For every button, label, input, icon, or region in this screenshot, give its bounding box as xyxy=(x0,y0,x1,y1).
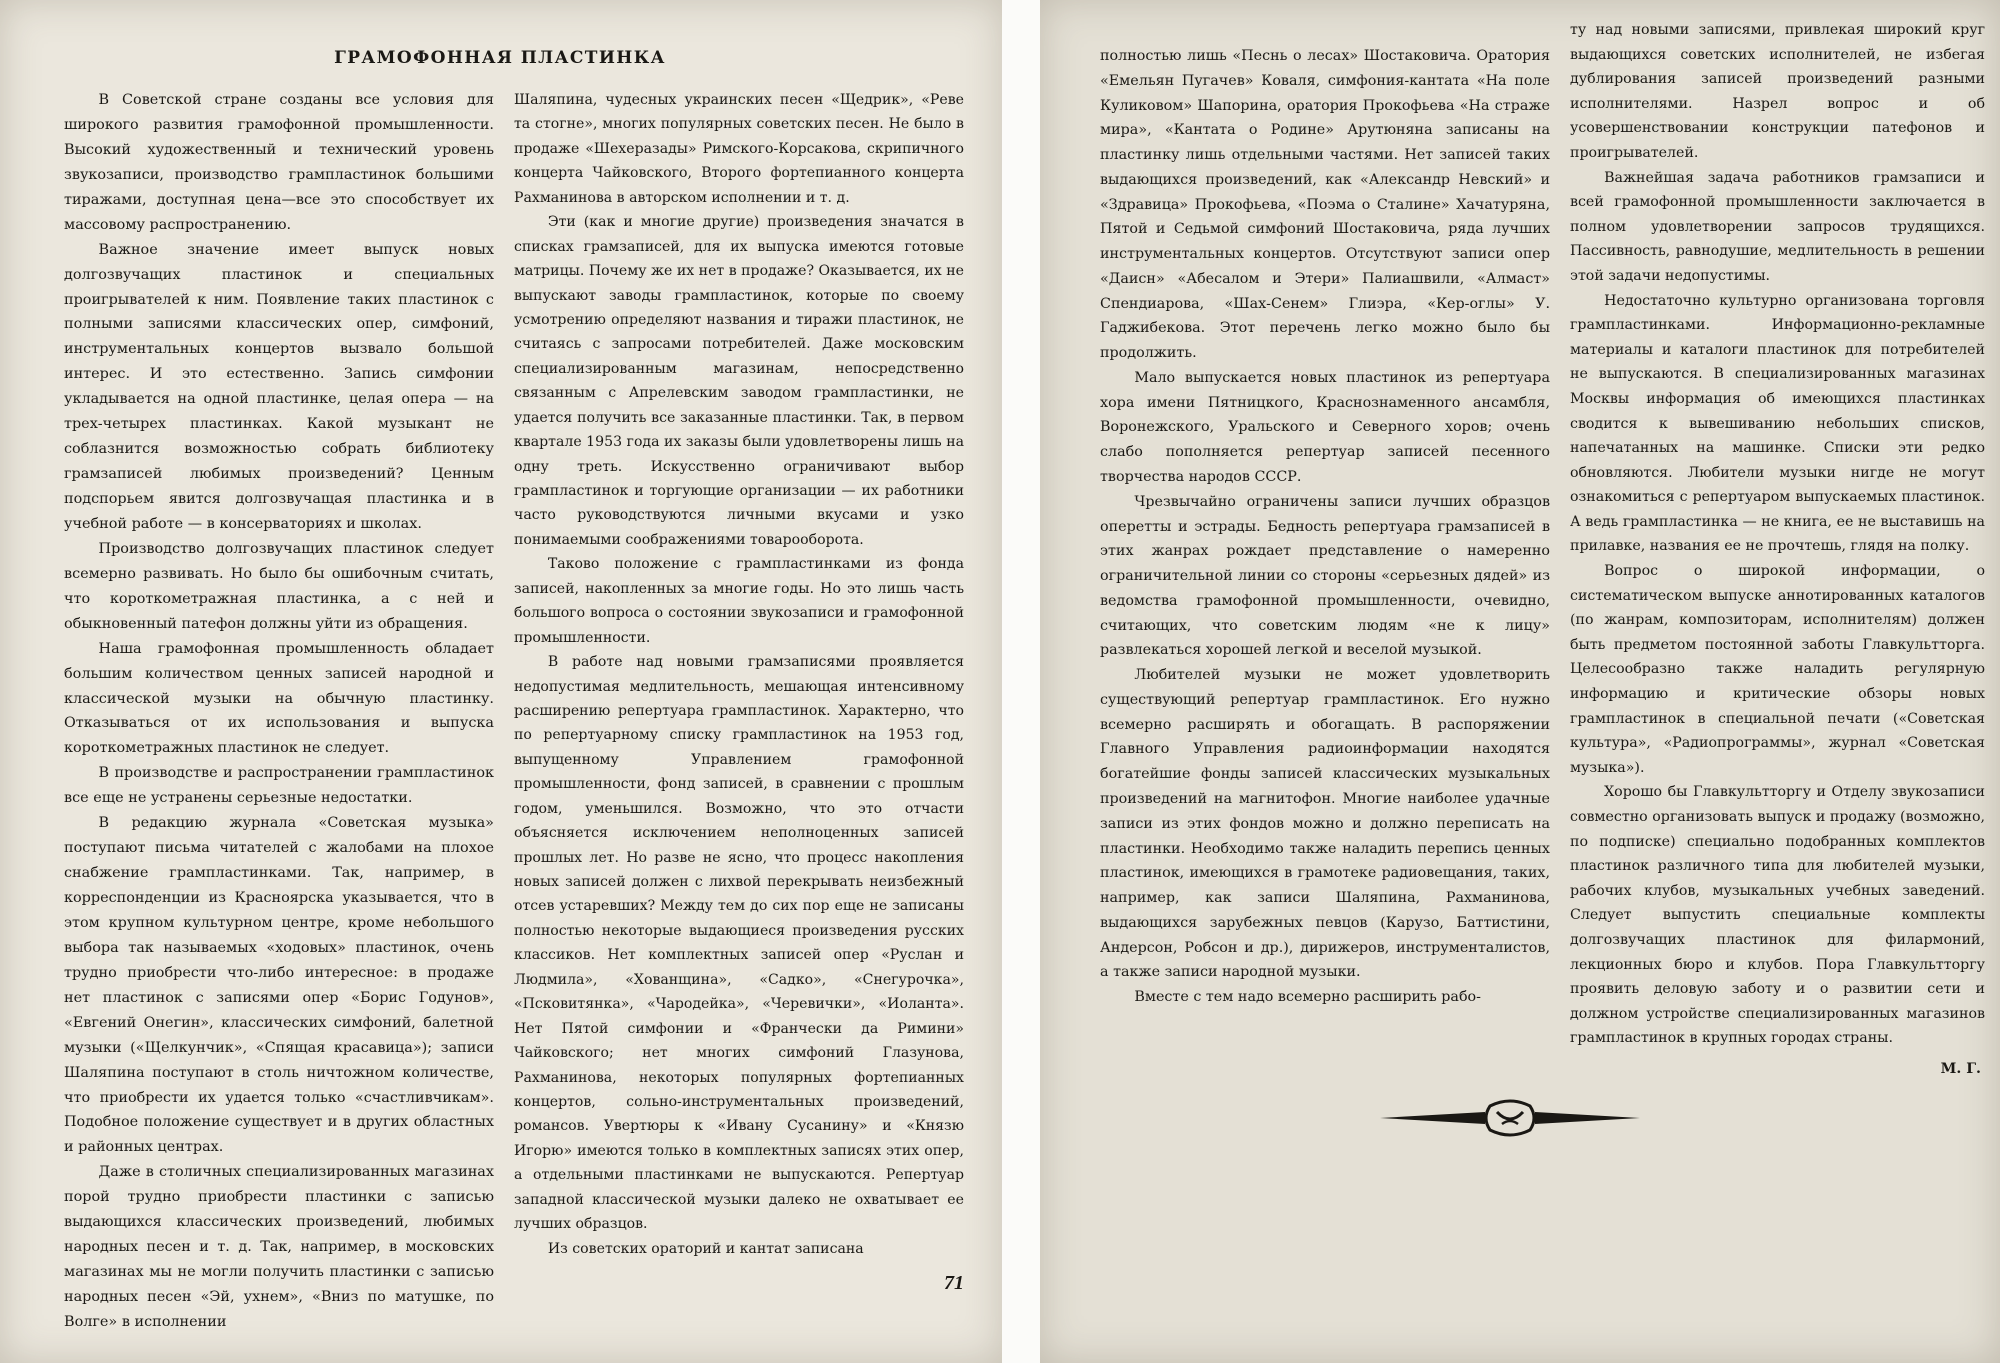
right-page xyxy=(1040,0,2000,1363)
paragraph: Из советских ораторий и кантат записана xyxy=(547,1240,864,1257)
paragraph: Эти (как и многие другие) произведения значатся в списках грамзаписей, для их выпуска имеются готовые матрицы. Почему же их нет в продаже? Оказывается, их не выпускают заводы грампластинок, которые по своему усмотрению определяют названия и тиражи пластинок, не считаясь с запросами потребителей. Даже московским специализированным магазинам, непосредственно связанным с Апрелевским заводом грампластинки, не удается получить все заказанные пластинки. Так, в первом квартале 1953 года их заказы были удовлетворены лишь на одну треть. Искусственно ограничивают выбор грампластинок и торгующие организации — их работники часто руководствуются личными вкусами и узко понимаемыми соображениями товарооборота. xyxy=(514,214,964,548)
right-page-column-1 xyxy=(1100,44,1550,1010)
author-signature: М. Г. xyxy=(1940,1060,1981,1077)
paragraph: Мало выпускается новых пластинок из репертуара хора имени Пятницкого, Краснознаменного ансамбля, Воронежского, Уральского и Северного хоров; очень слабо пополняется репертуар записей песенного творчества народов СССР. xyxy=(1100,369,1550,486)
paragraph: В работе над новыми грамзаписями проявляется недопустимая медлительность, мешающая интенсивному расширению репертуара грампластинок. Характерно, что по репертуарному списку грампластинок на 1953 год, выпущенному Управлением грамофонной промышленности, фонд записей, в сравнении с прошлым годом, уменьшился. Возможно, что это отчасти объясняется исключением неполноценных записей прошлых лет. Но разве не ясно, что процесс накопления новых записей должен с лихвой перекрывать неизбежный отсев устаревших? Между тем до сих пор еще не записаны полностью некоторые выдающиеся произведения русских классиков. Нет комплектных записей опер «Руслан и Людмила», «Хованщина», «Садко», «Снегурочка», «Псковитянка», «Чародейка», «Черевички», «Иоланта». Нет Пятой симфонии и «Франчески да Римини» Чайковского; нет многих симфоний Глазунова, Рахманинова, некоторых популярных фортепианных концертов, сольно-инструментальных произведений, романсов. Увертюры к «Ивану Сусанину» и «Князю Игорю» имеются только в комплектных записях этих опер, а отдельными пластинками не выпускаются. Репертуар западной классической музыки далеко не охватывает ее лучших образцов. xyxy=(514,654,964,1233)
paragraph: В производстве и распространении грампластинок все еще не устранены серьезные недостатки. xyxy=(64,765,494,807)
paragraph: Чрезвычайно ограничены записи лучших образцов оперетты и эстрады. Бедность репертуара грамзаписей в этих жанрах рождает представление о намеренно ограничительной линии со стороны «серьезных дядей» из ведомства грамофонной промышленности, очевидно, считающих, что советским людям «не к лицу» развлекаться хорошей легкой и веселой музыкой. xyxy=(1100,493,1550,659)
gutter xyxy=(1002,0,1040,1363)
paragraph: полностью лишь «Песнь о лесах» Шостаковича. Оратория «Емельян Пугачев» Коваля, симфония-кантата «На поле Куликовом» Шапорина, оратория Прокофьева «На страже мира», «Кантата о Родине» Арутюняна записаны на пластинку лишь отдельными частями. Нет записей таких выдающихся произведений, как «Александр Невский» и «Здравица» Прокофьева, «Поэма о Сталине» Хачатуряна, Пятой и Седьмой симфоний Шостаковича, ряда лучших инструментальных концертов. Отсутствуют записи опер «Даисн» «Абесалом и Этери» Палиашвили, «Алмаст» Спендиарова, «Шах-Сенем» Глиэра, «Кер-оглы» У. Гаджибекова. Этот перечень легко можно было бы продолжить. xyxy=(1100,48,1550,362)
right-page-column-2 xyxy=(1570,18,1985,1082)
paragraph: Производство долгозвучащих пластинок следует всемерно развивать. Но было бы ошибочным считать, что короткометражная пластинка, а с ней и обыкновенный патефон должны уйти из обращения. xyxy=(64,540,494,632)
page-number: 71 xyxy=(944,1272,964,1294)
article-title: ГРАМОФОННАЯ ПЛАСТИНКА xyxy=(334,48,666,68)
paragraph: Важное значение имеет выпуск новых долгозвучащих пластинок и специальных проигрывателей к ним. Появление таких пластинок с полными записями классических опер, симфоний, инструментальных концертов вызвало большой интерес. И это естественно. Запись симфонии укладывается на одной пластинке, целая опера — на трех-четырех пластинках. Какой музыкант не соблазнится возможностью собрать библиотеку грамзаписей любимых произведений? Ценным подспорьем явится долгозвучащая пластинка и в учебной работе — в консерваториях и школах. xyxy=(64,241,494,532)
paragraph: Вопрос о широкой информации, о систематическом выпуске аннотированных каталогов (по жанрам, композиторам, исполнителям) должен быть предметом постоянной заботы Главкультторга. Целесообразно также наладить регулярную информацию и критические обзоры новых грампластинок в специальной печати («Советская культура», «Радиопрограммы», журнал «Советская музыка»). xyxy=(1570,563,1985,776)
paragraph: Хорошо бы Главкультторгу и Отделу звукозаписи совместно организовать выпуск и продажу (возможно, по подписке) специально подобранных комплектов пластинок различного типа для любителей музыки, рабочих клубов, музыкальных учебных заведений. Следует выпустить специальные комплекты долгозвучащих пластинок для филармоний, лекционных бюро и клубов. Пора Главкультторгу проявить деловую заботу и о развитии сети и должном устройстве специализированных магазинов грампластинок в крупных городах страны. xyxy=(1570,784,1985,1047)
paragraph: В редакцию журнала «Советская музыка» поступают письма читателей с жалобами на плохое снабжение грампластинками. Так, например, в корреспонденции из Красноярска указывается, что в этом крупном культурном центре, кроме небольшого выбора так называемых «ходовых» пластинок, очень трудно приобрести что-либо интересное: в продаже нет пластинок с записями опер «Борис Годунов», «Евгений Онегин», классических симфоний, балетной музыки («Щелкунчик», «Спящая красавица»); записи Шаляпина поступают в столь ничтожном количестве, что приобрести их удается только «счастливчикам». Подобное положение существует и в других областных и районных центрах. xyxy=(64,815,494,1156)
left-page-column-2 xyxy=(514,88,964,1261)
paragraph: Любителей музыки не может удовлетворить существующий репертуар грампластинок. Его нужно всемерно расширять и обогащать. В распоряжении Главного Управления радиоинформации находятся богатейшие фонды записей классических музыкальных произведений на магнитофон. Многие наиболее удачные записи из этих фондов можно и должно переписать на пластинки. Необходимо также наладить перепись ценных пластинок, имеющихся в грамотеке радиовещания, таких, например, как записи Шаляпина, Рахманинова, выдающихся зарубежных певцов (Карузо, Баттистини, Андерсон, Робсон и др.), дирижеров, инструменталистов, а также записи народной музыки. xyxy=(1100,667,1550,981)
paragraph: В Советской стране созданы все условия для широкого развития грамофонной промышленности. Высокий художественный и технический уровень звукозаписи, производство грампластинок большими тиражами, доступная цена—все это способствует их массовому распространению. xyxy=(64,92,494,233)
paragraph: Шаляпина, чудесных украинских песен «Щедрик», «Реве та стогне», многих популярных советских песен. Не было в продаже «Шехеразады» Римского-Корсакова, скрипичного концерта Чайковского, Второго фортепианного концерта Рахманинова в авторском исполнении и т. д. xyxy=(514,92,964,206)
paragraph: Важнейшая задача работников грамзаписи и всей грамофонной промышленности заключается в полном удовлетворении запросов трудящихся. Пассивность, равнодушие, медлительность в решении этой задачи недопустимы. xyxy=(1570,169,1985,284)
paragraph: ту над новыми записями, привлекая широкий круг выдающихся советских исполнителей, не избегая дублирования записей произведений разными исполнителями. Назрел вопрос и об усовершенствовании конструкции патефонов и проигрывателей. xyxy=(1570,22,1985,161)
paragraph: Даже в столичных специализированных магазинах порой трудно приобрести пластинки с записью выдающихся классических произведений, любимых народных песен и т. д. Так, например, в московских магазинах мы не могли получить пластинки с записью народных песен «Эй, ухнем», «Вниз по матушке, по Волге» в исполнении xyxy=(64,1164,494,1330)
end-ornament-icon xyxy=(1380,1098,1640,1138)
paragraph: Вместе с тем надо всемерно расширить рабо- xyxy=(1134,989,1481,1006)
paragraph: Таково положение с грампластинками из фонда записей, накопленных за многие годы. Но это лишь часть большого вопроса о состоянии звукозаписи и грамофонной промышленности. xyxy=(514,556,964,646)
left-page-column-1 xyxy=(64,88,494,1335)
paragraph: Недостаточно культурно организована торговля грампластинками. Информационно-рекламные материалы и каталоги пластинок для потребителей не выпускаются. В специализированных магазинах Москвы информация об имеющихся пластинках сводится к вывешиванию небольших списков, напечатанных на машинке. Списки эти редко обновляются. Любители музыки нигде не могут ознакомиться с репертуаром выпускаемых пластинок. А ведь грампластинка — не книга, ее не выставишь на прилавке, названия ее не прочтешь, глядя на полку. xyxy=(1570,292,1985,555)
paragraph: Наша грамофонная промышленность обладает большим количеством ценных записей народной и классической музыки на обычную пластинку. Отказываться от их использования и выпуска короткометражных пластинок не следует. xyxy=(64,640,494,757)
